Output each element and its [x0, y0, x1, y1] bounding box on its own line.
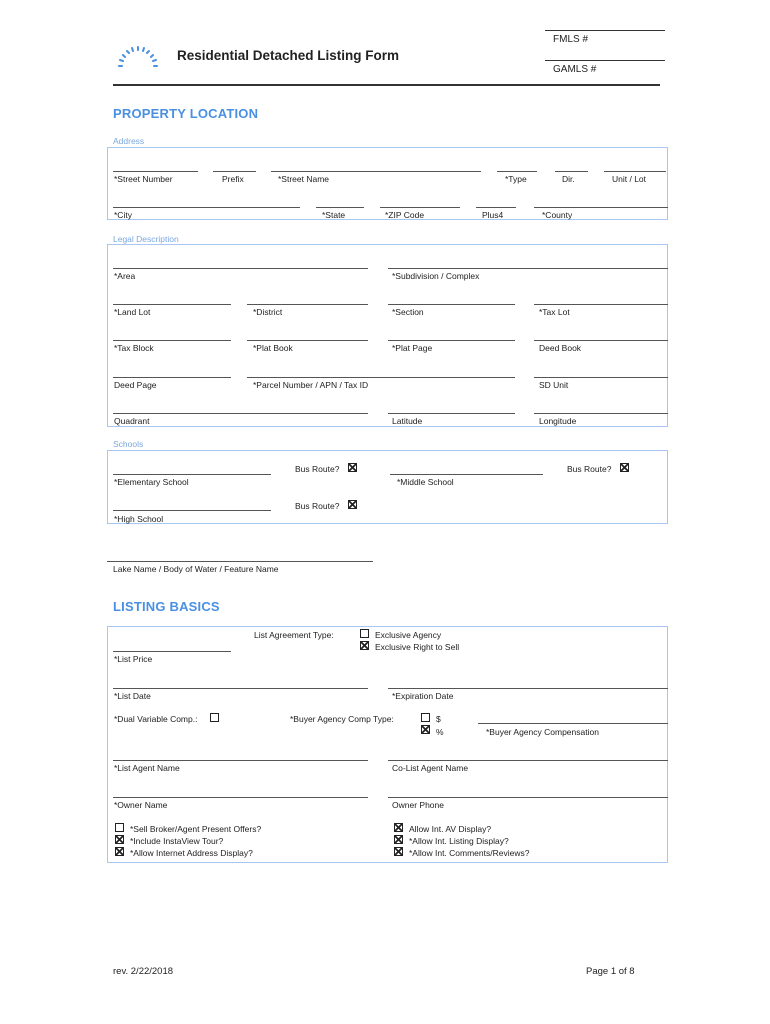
zip-label: *ZIP Code	[385, 210, 425, 220]
exclusive-right-label: Exclusive Right to Sell	[375, 642, 460, 652]
fmls-label: FMLS #	[553, 34, 589, 45]
unit-field[interactable]	[604, 171, 666, 172]
buyer-agency-comp-label: *Buyer Agency Compensation	[486, 727, 599, 737]
type-label: *Type	[505, 174, 527, 184]
header-rule	[113, 84, 660, 86]
comments-reviews-checkbox[interactable]	[394, 847, 403, 856]
comments-reviews-label: *Allow Int. Comments/Reviews?	[409, 848, 530, 858]
high-school-field[interactable]	[113, 510, 271, 511]
gamls-label: GAMLS #	[553, 64, 597, 75]
elementary-bus-route-checkbox[interactable]	[348, 463, 357, 472]
parcel-label: *Parcel Number / APN / Tax ID	[253, 380, 369, 390]
list-agent-label: *List Agent Name	[114, 763, 180, 773]
street-number-field[interactable]	[113, 171, 198, 172]
district-label: *District	[253, 307, 283, 317]
high-school-label: *High School	[114, 514, 164, 524]
instaview-checkbox[interactable]	[115, 835, 124, 844]
dual-variable-checkbox[interactable]	[210, 713, 219, 722]
land-lot-label: *Land Lot	[114, 307, 151, 317]
city-field[interactable]	[113, 207, 300, 208]
prefix-field[interactable]	[213, 171, 256, 172]
co-list-agent-label: Co-List Agent Name	[392, 763, 469, 773]
page-number: Page 1 of 8	[586, 966, 635, 977]
deed-book-label: Deed Book	[539, 343, 582, 353]
exclusive-agency-label: Exclusive Agency	[375, 630, 442, 640]
lake-name-field[interactable]	[107, 561, 373, 562]
address-label: Address	[113, 136, 145, 146]
form-title: Residential Detached Listing Form	[177, 48, 400, 63]
tax-lot-label: *Tax Lot	[539, 307, 570, 317]
exclusive-right-checkbox[interactable]	[360, 641, 369, 650]
latitude-label: Latitude	[392, 416, 423, 426]
listing-display-checkbox[interactable]	[394, 835, 403, 844]
section-label: *Section	[392, 307, 424, 317]
co-list-agent-field[interactable]	[388, 760, 668, 761]
elementary-bus-route-label: Bus Route?	[295, 464, 340, 474]
latitude-field[interactable]	[388, 413, 515, 414]
longitude-label: Longitude	[539, 416, 577, 426]
schools-box	[107, 450, 668, 524]
listing-basics-title: LISTING BASICS	[113, 599, 220, 614]
buyer-agency-comp-field[interactable]	[478, 723, 668, 724]
plat-book-field[interactable]	[247, 340, 368, 341]
quadrant-field[interactable]	[113, 413, 368, 414]
expiration-date-label: *Expiration Date	[392, 691, 454, 701]
revision-date: rev. 2/22/2018	[113, 966, 174, 977]
plus4-field[interactable]	[476, 207, 516, 208]
owner-phone-label: Owner Phone	[392, 800, 444, 810]
list-price-label: *List Price	[114, 654, 153, 664]
street-number-label: *Street Number	[114, 174, 173, 184]
high-bus-route-label: Bus Route?	[295, 501, 340, 511]
parcel-field[interactable]	[247, 377, 515, 378]
sd-unit-field[interactable]	[534, 377, 668, 378]
tax-block-label: *Tax Block	[114, 343, 154, 353]
prefix-label: Prefix	[222, 174, 244, 184]
plus4-label: Plus4	[482, 210, 504, 220]
internet-address-label: *Allow Internet Address Display?	[130, 848, 253, 858]
legal-description-label: Legal Description	[113, 234, 179, 244]
plat-page-field[interactable]	[388, 340, 515, 341]
county-label: *County	[542, 210, 573, 220]
owner-phone-field[interactable]	[388, 797, 668, 798]
instaview-label: *Include InstaView Tour?	[130, 836, 224, 846]
schools-label: Schools	[113, 439, 144, 449]
buyer-agency-percent-checkbox[interactable]	[421, 725, 430, 734]
dir-label: Dir.	[562, 174, 575, 184]
middle-bus-route-checkbox[interactable]	[620, 463, 629, 472]
middle-school-field[interactable]	[390, 474, 543, 475]
elementary-school-label: *Elementary School	[114, 477, 189, 487]
type-field[interactable]	[497, 171, 537, 172]
owner-name-field[interactable]	[113, 797, 368, 798]
buyer-agency-dollar-checkbox[interactable]	[421, 713, 430, 722]
owner-name-label: *Owner Name	[114, 800, 168, 810]
state-field[interactable]	[316, 207, 364, 208]
dir-field[interactable]	[555, 171, 588, 172]
list-agreement-type-label: List Agreement Type:	[254, 630, 334, 640]
list-date-field[interactable]	[113, 688, 368, 689]
property-location-title: PROPERTY LOCATION	[113, 106, 259, 121]
elementary-school-field[interactable]	[113, 474, 271, 475]
city-label: *City	[114, 210, 132, 220]
middle-school-label: *Middle School	[397, 477, 454, 487]
list-agent-field[interactable]	[113, 760, 368, 761]
sell-broker-label: *Sell Broker/Agent Present Offers?	[130, 824, 262, 834]
area-label: *Area	[114, 271, 136, 281]
subdivision-label: *Subdivision / Complex	[392, 271, 480, 281]
tax-block-field[interactable]	[113, 340, 231, 341]
legal-description-box	[107, 244, 668, 427]
sell-broker-checkbox[interactable]	[115, 823, 124, 832]
list-date-label: *List Date	[114, 691, 151, 701]
zip-field[interactable]	[380, 207, 460, 208]
longitude-field[interactable]	[534, 413, 668, 414]
unit-label: Unit / Lot	[612, 174, 647, 184]
quadrant-label: Quadrant	[114, 416, 150, 426]
deed-page-label: Deed Page	[114, 380, 157, 390]
state-label: *State	[322, 210, 346, 220]
dual-variable-label: *Dual Variable Comp.:	[114, 714, 198, 724]
expiration-date-field[interactable]	[388, 688, 668, 689]
exclusive-agency-checkbox[interactable]	[360, 629, 369, 638]
deed-book-field[interactable]	[534, 340, 668, 341]
street-name-label: *Street Name	[278, 174, 330, 184]
deed-page-field[interactable]	[113, 377, 231, 378]
fmls-top-rule	[545, 30, 665, 31]
tax-lot-field[interactable]	[534, 304, 668, 305]
sd-unit-label: SD Unit	[539, 380, 569, 390]
area-field[interactable]	[113, 268, 368, 269]
list-price-field[interactable]	[113, 651, 231, 652]
plat-book-label: *Plat Book	[253, 343, 293, 353]
subdivision-field[interactable]	[388, 268, 668, 269]
buyer-agency-percent-label: %	[436, 727, 444, 737]
high-bus-route-checkbox[interactable]	[348, 500, 357, 509]
street-name-field[interactable]	[271, 171, 481, 172]
av-display-label: Allow Int. AV Display?	[409, 824, 492, 834]
lake-name-label: Lake Name / Body of Water / Feature Name	[113, 564, 279, 574]
land-lot-field[interactable]	[113, 304, 231, 305]
middle-bus-route-label: Bus Route?	[567, 464, 612, 474]
logo-icon	[116, 44, 162, 70]
internet-address-checkbox[interactable]	[115, 847, 124, 856]
buyer-agency-dollar-label: $	[436, 714, 441, 724]
listing-display-label: *Allow Int. Listing Display?	[409, 836, 509, 846]
county-field[interactable]	[534, 207, 668, 208]
section-field[interactable]	[388, 304, 515, 305]
av-display-checkbox[interactable]	[394, 823, 403, 832]
fmls-field[interactable]	[545, 60, 665, 61]
buyer-agency-type-label: *Buyer Agency Comp Type:	[290, 714, 394, 724]
district-field[interactable]	[247, 304, 368, 305]
plat-page-label: *Plat Page	[392, 343, 433, 353]
